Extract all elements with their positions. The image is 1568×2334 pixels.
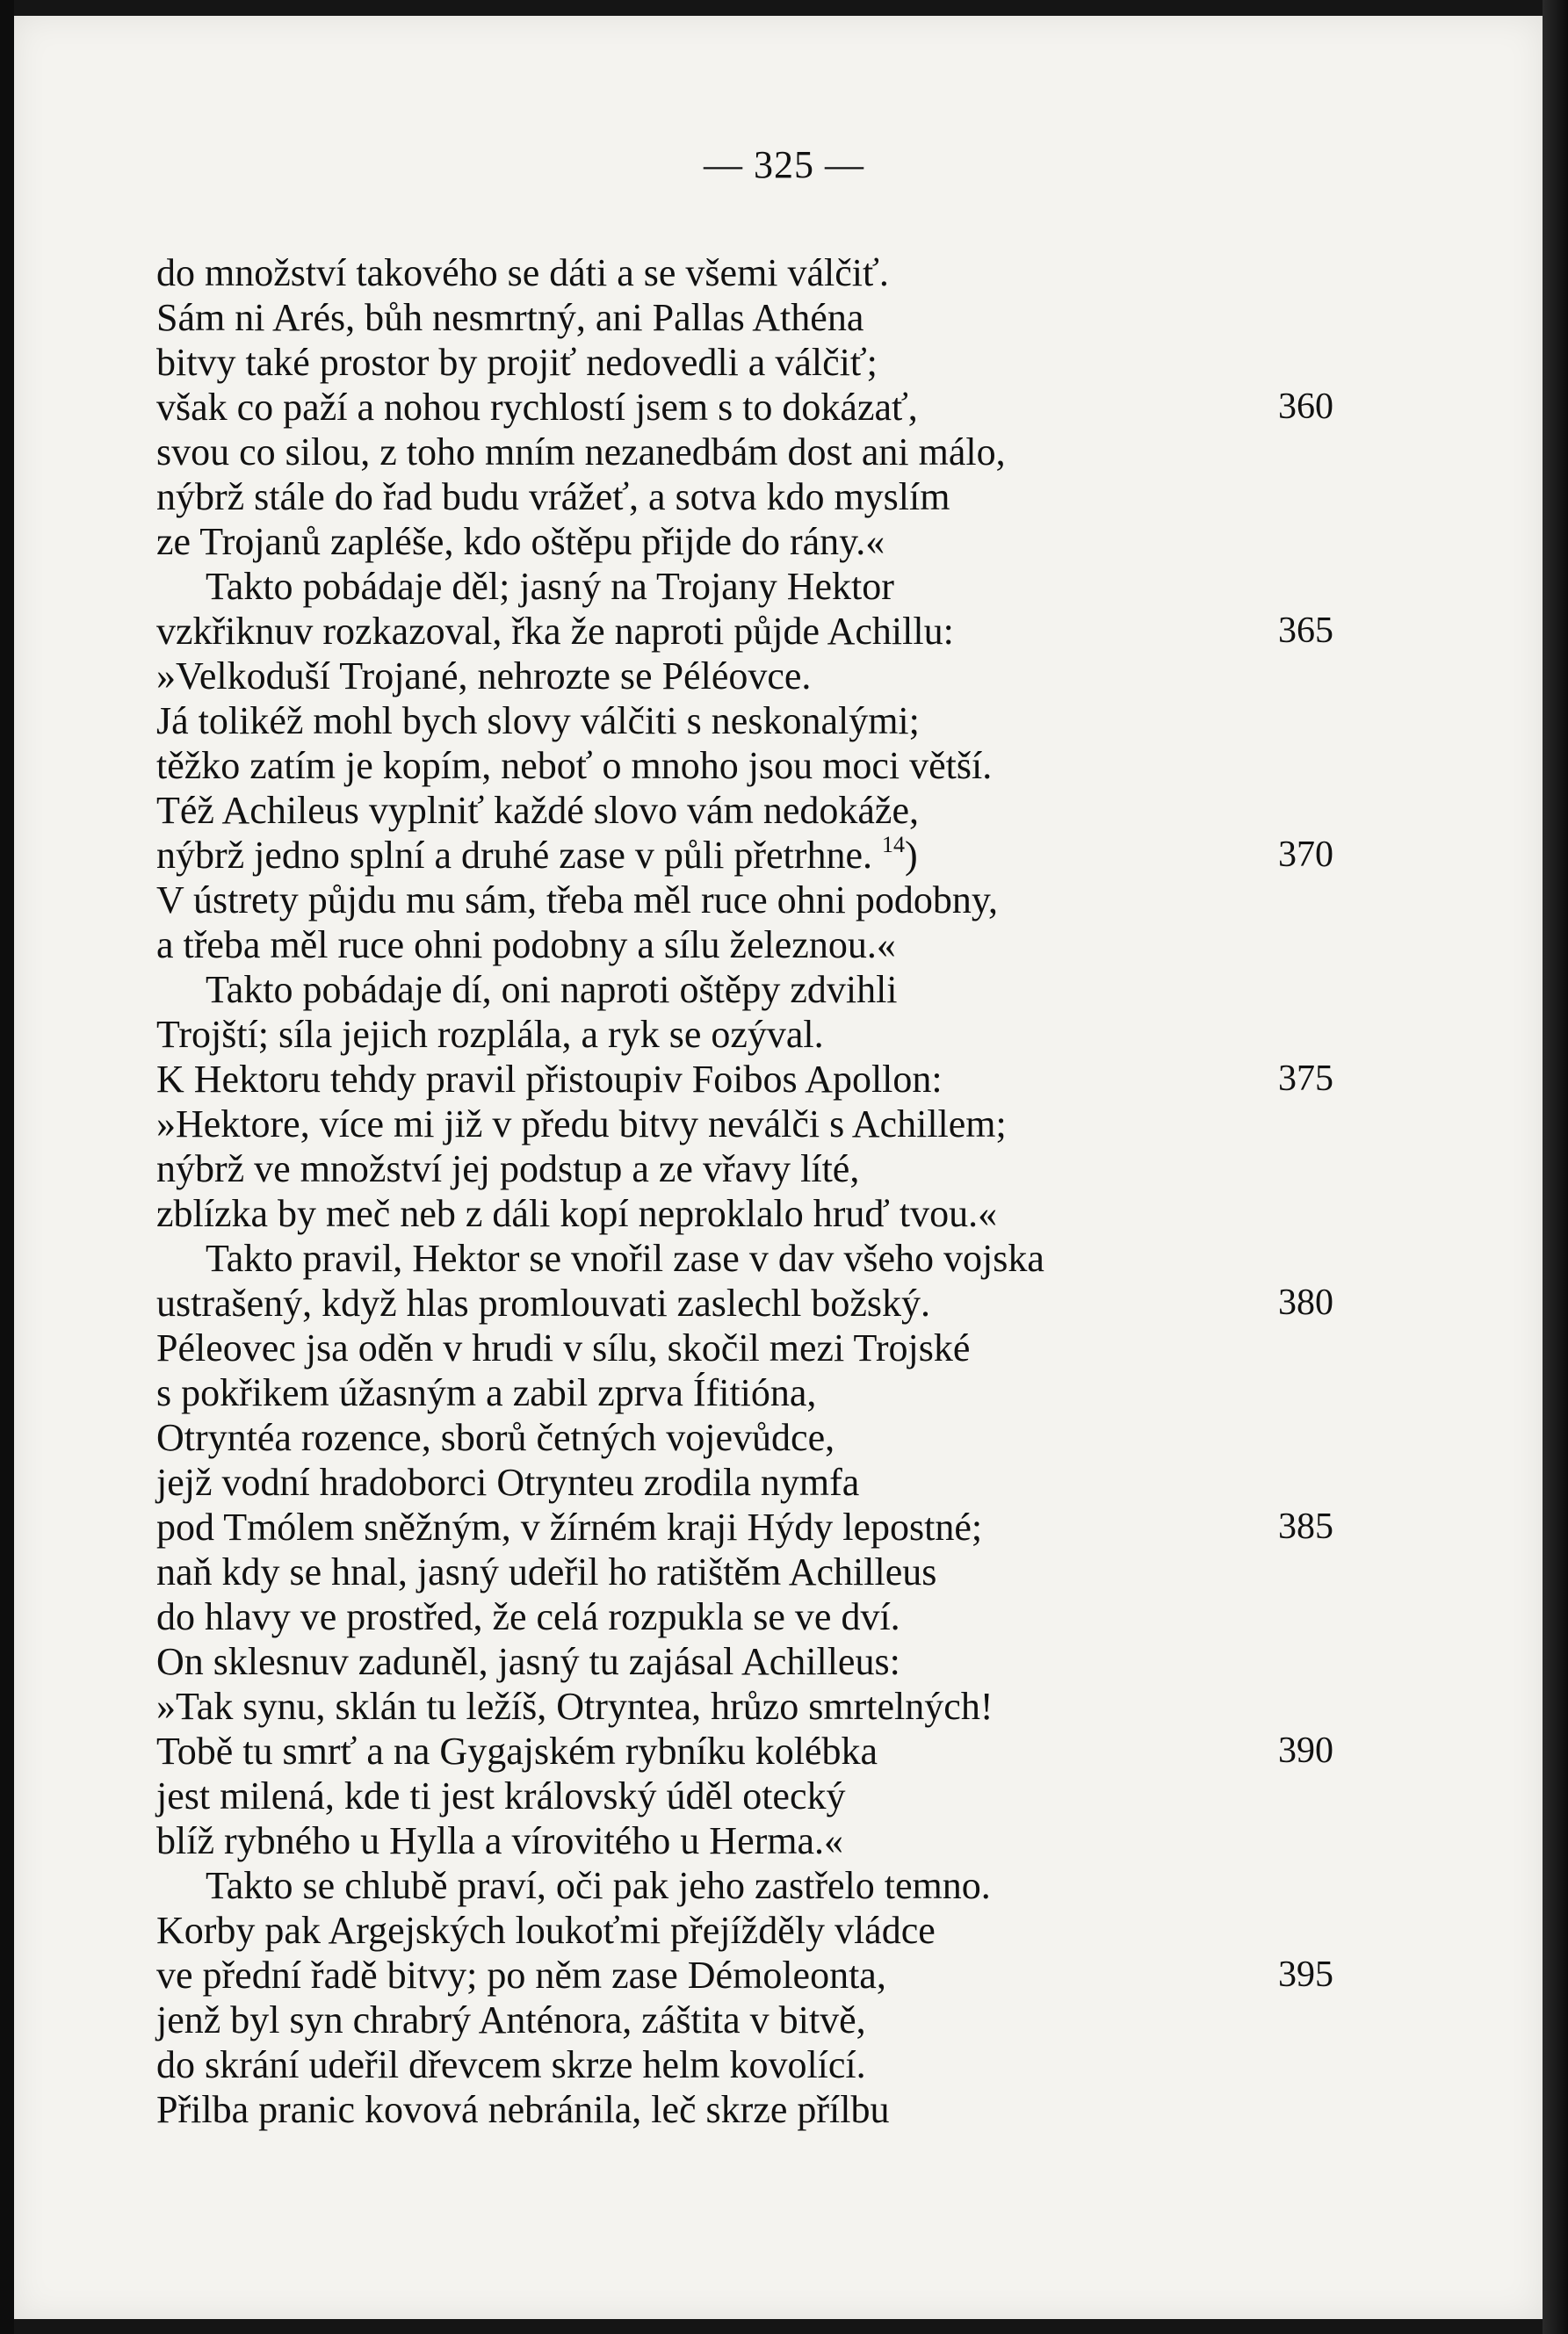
verse-line — [156, 1908, 1333, 1953]
verse-line-text — [156, 1550, 936, 1594]
verse-line — [156, 1057, 1333, 1102]
verse-line-words: Sám ni Arés, bůh nesmrtný, ani Pallas Athéna — [156, 296, 864, 339]
verse-line — [156, 1684, 1333, 1729]
verse-line — [156, 1818, 1333, 1863]
verse-line-text — [156, 878, 998, 922]
footnote-marker: 14 — [881, 832, 905, 857]
verse-line-text — [156, 1102, 1007, 1146]
verse-line-text — [156, 654, 811, 698]
verse-line-text — [156, 1998, 866, 2042]
verse-line — [156, 833, 1333, 878]
verse-line — [156, 295, 1333, 340]
verse-line-words: nýbrž stále do řad budu vrážeť, a sotva kdo myslím — [156, 475, 950, 518]
verse-line — [156, 788, 1333, 833]
verse-line-text — [156, 2087, 889, 2132]
verse-line — [156, 878, 1333, 922]
verse-line — [156, 922, 1333, 967]
verse-line — [156, 1102, 1333, 1146]
verse-line-text — [156, 698, 920, 743]
verse-line — [156, 1953, 1333, 1998]
verse-line-words: svou co silou, z toho mním nezanedbám dost ani málo, — [156, 430, 1006, 473]
verse-line-text — [156, 1774, 845, 1818]
verse-line-words: Takto se chlubě praví, oči pak jeho zastřelo temno. — [206, 1864, 991, 1907]
verse-line — [156, 1863, 1333, 1908]
scan-right-edge — [1543, 0, 1568, 2334]
verse-line-number: 365 — [1278, 611, 1333, 651]
verse-line-number: 380 — [1278, 1283, 1333, 1323]
verse-line-words: Takto pravil, Hektor se vnořil zase v dav všeho vojska — [206, 1237, 1044, 1280]
verse-line-words: Přilba pranic kovová nebránila, leč skrze přílbu — [156, 2088, 890, 2131]
verse-line-text — [156, 833, 918, 878]
verse-line-text — [156, 474, 950, 519]
verse-line — [156, 564, 1333, 609]
verse-line-words: Takto pobádaje děl; jasný na Trojany Hektor — [206, 565, 894, 608]
verse-line-text — [156, 1863, 991, 1908]
verse-line — [156, 1729, 1333, 1774]
verse-line-words: do skrání udeřil dřevcem skrze helm kovolící. — [156, 2043, 866, 2086]
verse-line-words: však co paží a nohou rychlostí jsem s to dokázať, — [156, 386, 918, 429]
verse-line-words: ze Trojanů zapléše, kdo oštěpu přijde do rány.« — [156, 520, 885, 563]
verse-line-words: do hlavy ve prostřed, že celá rozpukla se ve dví. — [156, 1595, 900, 1638]
verse-line-text — [156, 1012, 824, 1057]
verse-line-number: 360 — [1278, 387, 1333, 427]
verse-line-text — [156, 1236, 1044, 1281]
verse-line-words: Otryntéa rozence, sborů četných vojevůdce, — [156, 1416, 835, 1459]
verse-line-words: jejž vodní hradoborci Otrynteu zrodila nymfa — [156, 1461, 860, 1504]
verse-line-text — [156, 1057, 943, 1102]
verse-line-words: Korby pak Argejských loukoťmi přejížděly vládce — [156, 1909, 936, 1952]
verse-line — [156, 474, 1333, 519]
verse-line — [156, 340, 1333, 385]
verse-line-words: zblízka by meč neb z dáli kopí neproklalo hruď tvou.« — [156, 1192, 998, 1235]
footnote-marker-suffix: ) — [904, 834, 918, 877]
verse-line — [156, 1774, 1333, 1818]
verse-line-words: jest milená, kde ti jest královský úděl otecký — [156, 1774, 846, 1817]
verse-line — [156, 2087, 1333, 2132]
verse-line-number: 395 — [1278, 1955, 1333, 1995]
verse-line-words: »Velkoduší Trojané, nehrozte se Péléovce. — [156, 654, 812, 697]
verse-line-words: Já tolikéž mohl bych slovy válčiti s neskonalými; — [156, 699, 920, 742]
verse-line-words: nýbrž jedno splní a druhé zase v půli přetrhne. — [156, 834, 872, 877]
verse-line — [156, 967, 1333, 1012]
verse-line — [156, 1639, 1333, 1684]
verse-line — [156, 1146, 1333, 1191]
verse-line-number: 385 — [1278, 1507, 1333, 1547]
verse-line-text — [156, 1908, 936, 1953]
verse-line-text — [156, 1684, 993, 1729]
verse-line-text — [156, 743, 992, 788]
verse-line-words: »Hektore, více mi již v předu bitvy neválči s Achillem; — [156, 1102, 1007, 1145]
verse-line-text — [156, 2042, 866, 2087]
verse-line-words: Takto pobádaje dí, oni naproti oštěpy zdvihli — [206, 968, 898, 1011]
verse-line-words: naň kdy se hnal, jasný udeřil ho ratištěm Achilleus — [156, 1550, 937, 1593]
verse-line-words: K Hektoru tehdy pravil přistoupiv Foibos Apollon: — [156, 1058, 943, 1101]
verse-line — [156, 385, 1333, 430]
verse-line-words: Péleovec jsa oděn v hrudi v sílu, skočil mezi Trojské — [156, 1326, 971, 1369]
verse-line — [156, 430, 1333, 474]
verse-line — [156, 1370, 1333, 1415]
page-number: — 325 — — [704, 143, 864, 186]
verse-line — [156, 654, 1333, 698]
verse-line-text — [156, 564, 894, 609]
verse-line-words: s pokřikem úžasným a zabil zprva Ífitióna, — [156, 1371, 817, 1414]
verse-line-text — [156, 967, 898, 1012]
verse-line-text — [156, 250, 889, 295]
verse-line-text — [156, 1415, 835, 1460]
verse-line-text — [156, 1505, 982, 1550]
verse-line — [156, 1191, 1333, 1236]
verse-line-words: Tobě tu smrť a na Gygajském rybníku kolébka — [156, 1730, 878, 1773]
verse-line-text — [156, 1594, 900, 1639]
verse-line — [156, 1505, 1333, 1550]
verse-line-text — [156, 1729, 878, 1774]
verse-line-words: Též Achileus vyplniť každé slovo vám nedokáže, — [156, 789, 919, 832]
verse-line-words: blíž rybného u Hylla a vírovitého u Herma.« — [156, 1819, 844, 1862]
verse-line — [156, 1012, 1333, 1057]
verse-line-text — [156, 1370, 816, 1415]
verse-line-text — [156, 340, 878, 385]
verse-line-words: pod Tmólem sněžným, v žírném kraji Hýdy lepostné; — [156, 1506, 983, 1549]
verse-line-text — [156, 1191, 997, 1236]
verse-line-text — [156, 519, 885, 564]
verse-line — [156, 1326, 1333, 1370]
verse-line-text — [156, 1460, 859, 1505]
verse-line-number: 375 — [1278, 1059, 1333, 1099]
verse-line-text — [156, 1953, 886, 1998]
verse-line — [156, 1594, 1333, 1639]
verse-line-text — [156, 1146, 859, 1191]
verse-line-text — [156, 609, 954, 654]
verse-line-text — [156, 788, 919, 833]
verse-line — [156, 698, 1333, 743]
verse-line — [156, 743, 1333, 788]
verse-line-text — [156, 922, 896, 967]
verse-line — [156, 250, 1333, 295]
verse-line-text — [156, 1639, 900, 1684]
verse-line-text — [156, 1281, 930, 1326]
verse-line-text — [156, 1326, 970, 1370]
verse-line — [156, 2042, 1333, 2087]
verse-block — [156, 250, 1333, 2132]
verse-line-words: »Tak synu, sklán tu ležíš, Otryntea, hrůzo smrtelných! — [156, 1685, 994, 1728]
verse-line-words: těžko zatím je kopím, neboť o mnoho jsou moci větší. — [156, 744, 993, 787]
verse-line-number: 390 — [1278, 1731, 1333, 1771]
verse-line-text — [156, 385, 918, 430]
verse-line-words: nýbrž ve množství jej podstup a ze vřavy líté, — [156, 1147, 860, 1190]
verse-line-words: vzkřiknuv rozkazoval, řka že naproti půjde Achillu: — [156, 610, 954, 653]
verse-line-words: V ústrety půjdu mu sám, třeba měl ruce ohni podobny, — [156, 878, 999, 921]
verse-line-number: 370 — [1278, 835, 1333, 875]
verse-line — [156, 609, 1333, 654]
verse-line — [156, 1998, 1333, 2042]
verse-line-words: a třeba měl ruce ohni podobny a sílu železnou.« — [156, 923, 896, 966]
verse-line — [156, 1460, 1333, 1505]
verse-line-words: On sklesnuv zaduněl, jasný tu zajásal Achilleus: — [156, 1640, 900, 1683]
verse-line-words: ustrašený, když hlas promlouvati zaslechl božský. — [156, 1282, 931, 1325]
verse-line-text — [156, 430, 1006, 474]
verse-line — [156, 1281, 1333, 1326]
verse-line-words: bitvy také prostor by projiť nedovedli a válčiť; — [156, 341, 878, 384]
verse-line — [156, 1236, 1333, 1281]
verse-line-words: do množství takového se dáti a se všemi válčiť. — [156, 251, 889, 294]
verse-line-words: Trojští; síla jejich rozplála, a ryk se ozýval. — [156, 1013, 824, 1056]
scan-left-edge — [0, 0, 14, 2334]
verse-line-text — [156, 1818, 843, 1863]
verse-line — [156, 1550, 1333, 1594]
verse-line-text — [156, 295, 863, 340]
verse-line-words: ve přední řadě bitvy; po něm zase Démoleonta, — [156, 1954, 886, 1997]
verse-line — [156, 1415, 1333, 1460]
verse-line — [156, 519, 1333, 564]
verse-line-words: jenž byl syn chrabrý Anténora, záštita v bitvě, — [156, 1998, 866, 2041]
